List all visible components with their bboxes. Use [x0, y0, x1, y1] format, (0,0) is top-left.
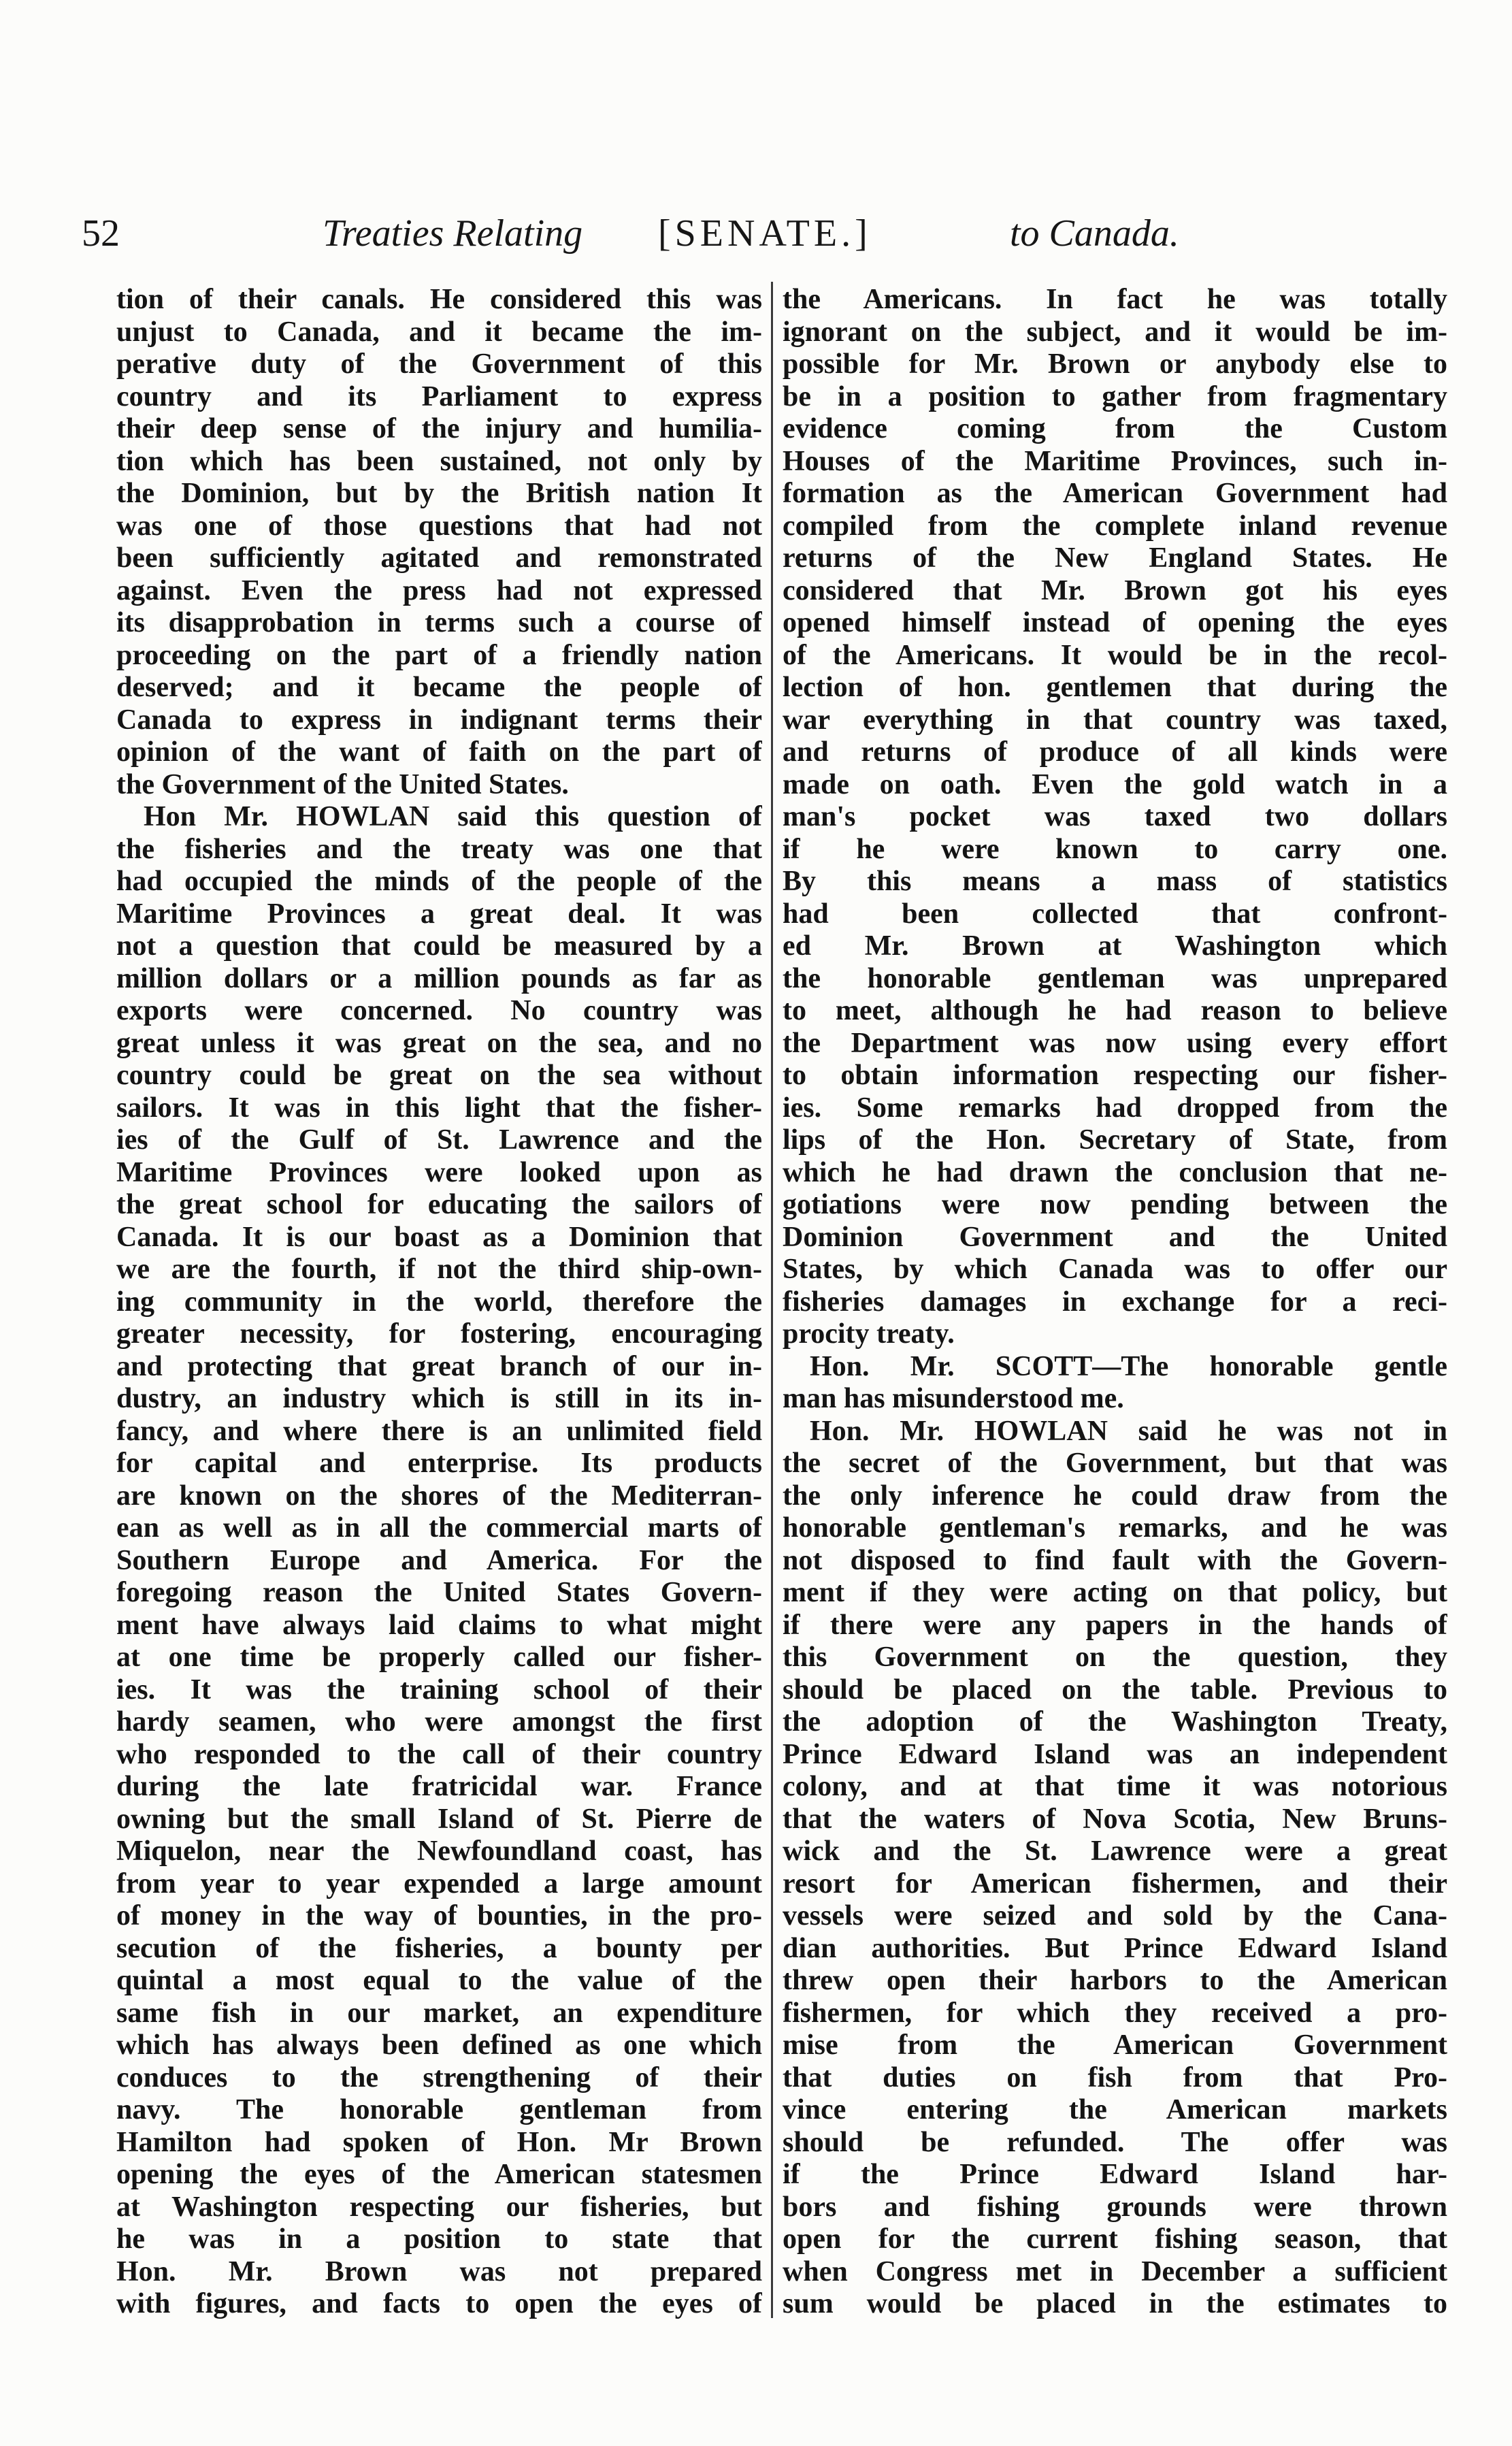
text-line: the Department was now using every effort: [783, 1027, 1447, 1059]
text-line: which has always been defined as one which: [116, 2029, 762, 2061]
text-line: that the waters of Nova Scotia, New Bruns-: [783, 1803, 1447, 1835]
text-line: gotiations were now pending between the: [783, 1189, 1447, 1220]
text-line: Canada. It is our boast as a Dominion that: [116, 1221, 762, 1253]
text-line: opened himself instead of opening the eyes: [783, 607, 1447, 638]
paragraph: [783, 1351, 1447, 1416]
text-line: opening the eyes of the American statesmen: [116, 2159, 762, 2190]
text-line: should be refunded. The offer was: [783, 2126, 1447, 2158]
text-line: Hon Mr. HOWLAN said this question of: [144, 801, 762, 832]
text-line: ed Mr. Brown at Washington which: [783, 930, 1447, 962]
text-line: who responded to the call of their country: [116, 1738, 762, 1770]
text-line: at one time be properly called our fisher-: [116, 1642, 762, 1673]
text-line: same fish in our market, an expenditure: [116, 1997, 762, 2029]
text-line: be in a position to gather from fragmentary: [783, 380, 1447, 412]
text-line: tion which has been sustained, not only by: [116, 445, 762, 477]
text-line: ies. Some remarks had dropped from the: [783, 1092, 1447, 1124]
text-line: ies. It was the training school of their: [116, 1674, 762, 1706]
text-line: owning but the small Island of St. Pierre de: [116, 1803, 762, 1835]
text-line: the only inference he could draw from the: [783, 1480, 1447, 1512]
text-line: from year to year expended a large amount: [116, 1868, 762, 1899]
text-line: lips of the Hon. Secretary of State, from: [783, 1124, 1447, 1156]
text-line: formation as the American Government had: [783, 478, 1447, 509]
text-line: Canada to express in indignant terms their: [116, 704, 762, 736]
text-line: with figures, and facts to open the eyes of: [116, 2288, 762, 2319]
text-line: country and its Parliament to express: [116, 380, 762, 412]
text-line: compiled from the complete inland revenue: [783, 510, 1447, 542]
text-line: ment if they were acting on that policy, but: [783, 1577, 1447, 1608]
text-line: sum would be placed in the estimates to: [783, 2288, 1447, 2319]
text-line: made on oath. Even the gold watch in a: [783, 768, 1447, 800]
text-line: Southern Europe and America. For the: [116, 1544, 762, 1576]
text-line: foregoing reason the United States Govern-: [116, 1577, 762, 1608]
text-line: the fisheries and the treaty was one that: [116, 833, 762, 865]
text-line: threw open their harbors to the American: [783, 1965, 1447, 1996]
text-line: deserved; and it became the people of: [116, 672, 762, 703]
text-line: if there were any papers in the hands of: [783, 1609, 1447, 1641]
text-line: conduces to the strengthening of their: [116, 2061, 762, 2093]
text-line: colony, and at that time it was notorious: [783, 1771, 1447, 1802]
text-line: wick and the St. Lawrence were a great: [783, 1836, 1447, 1867]
text-line: their deep sense of the injury and humilia-: [116, 413, 762, 444]
text-line: bors and fishing grounds were thrown: [783, 2191, 1447, 2223]
text-line: the Dominion, but by the British nation It: [116, 478, 762, 509]
text-line: was one of those questions that had not: [116, 510, 762, 542]
text-line: unjust to Canada, and it became the im-: [116, 316, 762, 348]
text-line: Hon. Mr. HOWLAN said he was not in: [810, 1415, 1447, 1447]
text-line: By this means a mass of statistics: [783, 866, 1447, 897]
text-line: had been collected that confront-: [783, 898, 1447, 930]
text-line: Miquelon, near the Newfoundland coast, has: [116, 1836, 762, 1867]
text-line: man's pocket was taxed two dollars: [783, 801, 1447, 832]
text-line: for capital and enterprise. Its products: [116, 1448, 762, 1479]
text-line: Dominion Government and the United: [783, 1221, 1447, 1253]
text-line: country could be great on the sea without: [116, 1060, 762, 1091]
text-line: quintal a most equal to the value of the: [116, 1965, 762, 1996]
text-line: fisheries damages in exchange for a reci-: [783, 1286, 1447, 1318]
text-line: ignorant on the subject, and it would be im-: [783, 316, 1447, 348]
paragraph: [116, 801, 762, 2321]
text-line: the honorable gentleman was unprepared: [783, 962, 1447, 994]
text-line: war everything in that country was taxed,: [783, 704, 1447, 736]
text-line: if the Prince Edward Island har-: [783, 2159, 1447, 2190]
text-line: perative duty of the Government of this: [116, 348, 762, 380]
text-line: opinion of the want of faith on the part of: [116, 736, 762, 768]
text-line: and returns of produce of all kinds were: [783, 736, 1447, 768]
text-line: Hon. Mr. SCOTT—The honorable gentle: [810, 1350, 1447, 1382]
text-line: vessels were seized and sold by the Cana-: [783, 1900, 1447, 1931]
text-line: evidence coming from the Custom: [783, 413, 1447, 444]
text-line: are known on the shores of the Mediterran-: [116, 1480, 762, 1512]
text-line: States, by which Canada was to offer our: [783, 1254, 1447, 1285]
text-line: the Government of the United States.: [116, 768, 569, 800]
text-line: the great school for educating the sailors of: [116, 1189, 762, 1220]
text-line: of the Americans. It would be in the recol-: [783, 639, 1447, 671]
text-line: the adoption of the Washington Treaty,: [783, 1706, 1447, 1738]
text-line: vince entering the American markets: [783, 2094, 1447, 2125]
text-line: resort for American fishermen, and their: [783, 1868, 1447, 1899]
text-line: secution of the fisheries, a bounty per: [116, 1932, 762, 1964]
text-line: proceeding on the part of a friendly nation: [116, 639, 762, 671]
text-line: considered that Mr. Brown got his eyes: [783, 574, 1447, 606]
text-line: fancy, and where there is an unlimited field: [116, 1415, 762, 1447]
text-line: great unless it was great on the sea, and no: [116, 1027, 762, 1059]
text-line: ing community in the world, therefore the: [116, 1286, 762, 1318]
running-title-left: Treaties Relating: [323, 212, 583, 255]
text-line: we are the fourth, if not the third ship-own-: [116, 1254, 762, 1285]
paragraph: [116, 284, 762, 801]
text-line: dustry, an industry which is still in its in-: [116, 1383, 762, 1414]
text-line: during the late fratricidal war. France: [116, 1771, 762, 1802]
running-title-right: to Canada.: [1010, 212, 1179, 255]
text-line: and protecting that great branch of our in-: [116, 1350, 762, 1382]
paragraph: [783, 284, 1447, 1351]
text-line: returns of the New England States. He: [783, 542, 1447, 574]
text-line: its disapprobation in terms such a course of: [116, 607, 762, 638]
text-line: Hon. Mr. Brown was not prepared: [116, 2255, 762, 2287]
text-line: against. Even the press had not expressed: [116, 574, 762, 606]
text-line: the Americans. In fact he was totally: [783, 284, 1447, 315]
text-line: when Congress met in December a sufficient: [783, 2255, 1447, 2287]
text-line: Prince Edward Island was an independent: [783, 1738, 1447, 1770]
text-line: Hamilton had spoken of Hon. Mr Brown: [116, 2126, 762, 2158]
text-line: Houses of the Maritime Provinces, such in-: [783, 445, 1447, 477]
text-line: sailors. It was in this light that the fisher-: [116, 1092, 762, 1124]
text-line: had occupied the minds of the people of the: [116, 866, 762, 897]
paragraph: [783, 1416, 1447, 2321]
text-line: greater necessity, for fostering, encouraging: [116, 1318, 762, 1350]
column-left: [116, 284, 762, 2321]
text-line: should be placed on the table. Previous to: [783, 1674, 1447, 1706]
column-right: [783, 284, 1447, 2321]
text-line: honorable gentleman's remarks, and he was: [783, 1512, 1447, 1544]
text-line: possible for Mr. Brown or anybody else to: [783, 348, 1447, 380]
text-line: been sufficiently agitated and remonstrated: [116, 542, 762, 574]
text-line: million dollars or a million pounds as far as: [116, 962, 762, 994]
text-line: to meet, although he had reason to believe: [783, 995, 1447, 1026]
text-line: if he were known to carry one.: [783, 833, 1447, 865]
text-line: dian authorities. But Prince Edward Island: [783, 1932, 1447, 1964]
page-number: 52: [82, 212, 120, 255]
text-line: mise from the American Government: [783, 2029, 1447, 2061]
column-divider: [771, 282, 773, 2318]
text-line: the secret of the Government, but that was: [783, 1448, 1447, 1479]
text-line: hardy seamen, who were amongst the first: [116, 1706, 762, 1738]
text-line: that duties on fish from that Pro-: [783, 2061, 1447, 2093]
text-line: not disposed to find fault with the Govern-: [783, 1544, 1447, 1576]
text-line: exports were concerned. No country was: [116, 995, 762, 1026]
text-line: which he had drawn the conclusion that ne-: [783, 1156, 1447, 1188]
text-line: not a question that could be measured by a: [116, 930, 762, 962]
text-line: ment have always laid claims to what might: [116, 1609, 762, 1641]
text-line: navy. The honorable gentleman from: [116, 2094, 762, 2125]
text-line: open for the current fishing season, that: [783, 2223, 1447, 2255]
text-line: lection of hon. gentlemen that during the: [783, 672, 1447, 703]
text-line: at Washington respecting our fisheries, but: [116, 2191, 762, 2223]
text-line: Maritime Provinces a great deal. It was: [116, 898, 762, 930]
text-line: ean as well as in all the commercial marts of: [116, 1512, 762, 1544]
text-line: to obtain information respecting our fisher-: [783, 1060, 1447, 1091]
text-line: tion of their canals. He considered this was: [116, 284, 762, 315]
text-line: this Government on the question, they: [783, 1642, 1447, 1673]
text-line: procity treaty.: [783, 1318, 955, 1350]
text-line: fishermen, for which they received a pro-: [783, 1997, 1447, 2029]
text-line: he was in a position to state that: [116, 2223, 762, 2255]
text-line: man has misunderstood me.: [783, 1383, 1124, 1414]
text-line: of money in the way of bounties, in the pro-: [116, 1900, 762, 1931]
section-label: [SENATE.]: [658, 212, 872, 255]
text-line: Maritime Provinces were looked upon as: [116, 1156, 762, 1188]
text-line: ies of the Gulf of St. Lawrence and the: [116, 1124, 762, 1156]
